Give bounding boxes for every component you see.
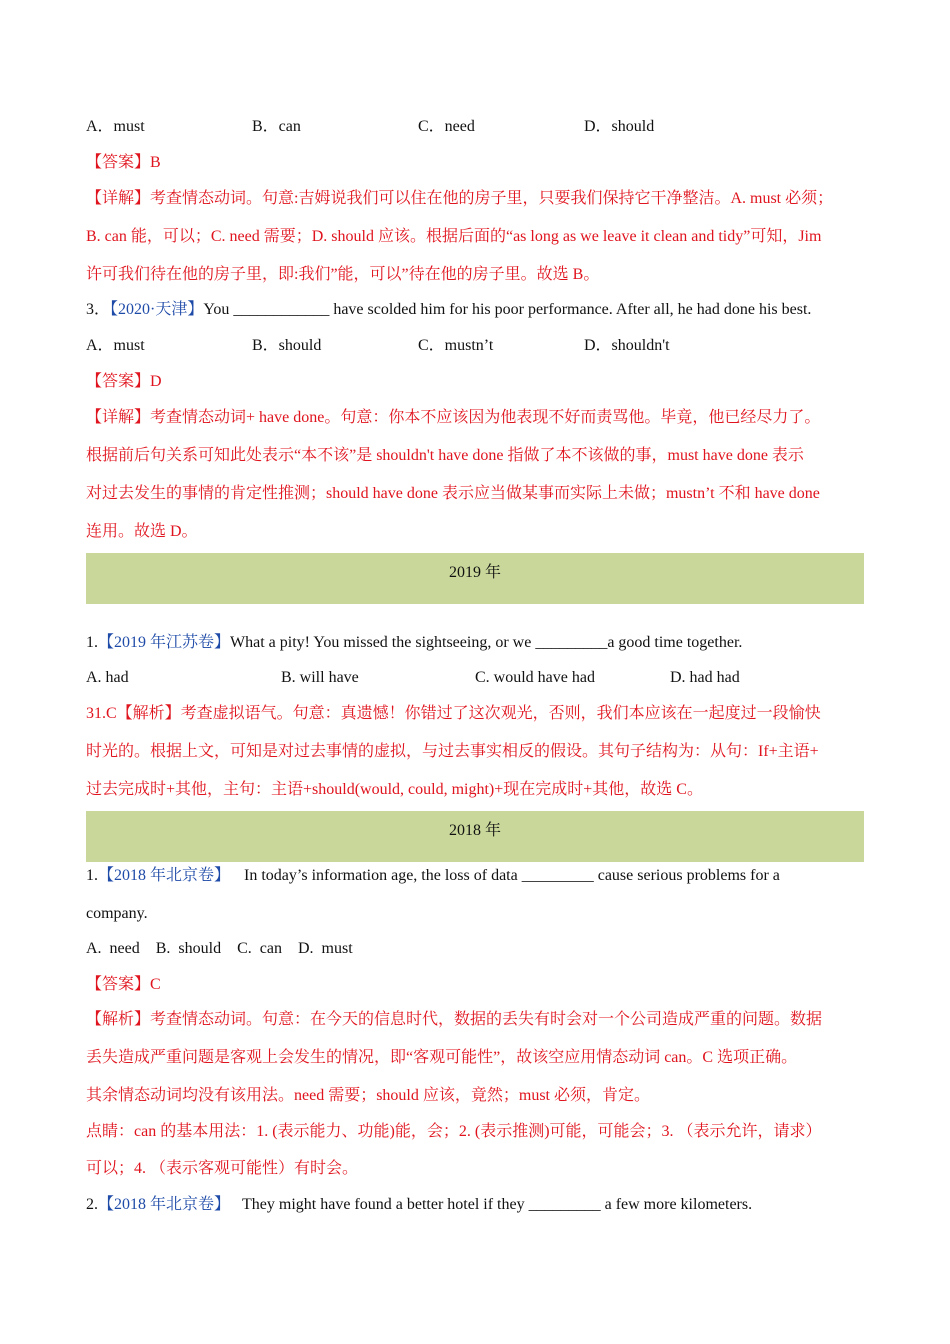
question-stem-continued: company. (86, 905, 148, 922)
option-b: B. will have (281, 669, 359, 686)
option-c: C．need (418, 118, 475, 135)
question-stem: What a pity! You missed the sightseeing, or we _________a good time together. (230, 634, 743, 651)
option-d: D．should (584, 118, 655, 135)
detail-line: 31.C【解析】考查虚拟语气。句意：真遗憾！你错过了这次观光，否则，我们本应该在一起度过一段愉快 (86, 705, 821, 722)
detail-line: 其余情态动词均没有该用法。need 需要；should 应该，竟然；must 必须，肯定。 (86, 1087, 650, 1104)
tip-line: 点睛：can 的基本用法：1. (表示能力、功能)能，会；2. (表示推测)可能，可能会；3. （表示允许，请求） (86, 1123, 822, 1140)
question-3 (86, 299, 811, 321)
question-source: 【2018 年北京卷】 (98, 1196, 231, 1213)
question-number: 1. (86, 634, 98, 651)
answer-line: 【答案】B (86, 154, 161, 171)
option-a: A．must (86, 337, 145, 354)
option-a: A. had (86, 669, 129, 686)
detail-line: 【详解】考查情态动词。句意:吉姆说我们可以住在他的房子里，只要我们保持它干净整洁。A. must 必须； (86, 190, 834, 207)
year-label: 2019 年 (448, 564, 501, 581)
question-stem: In today’s information age, the loss of data _________ cause serious problems for a (244, 867, 780, 884)
detail-line: 【解析】考查情态动词。句意：在今天的信息时代，数据的丢失有时会对一个公司造成严重的问题。数据 (86, 1011, 823, 1028)
detail-line: 连用。故选 D。 (86, 523, 198, 540)
question-number: 2. (86, 1196, 98, 1213)
answer-line: 【答案】D (86, 373, 162, 390)
tip-line: 可以；4. （表示客观可能性）有时会。 (86, 1160, 359, 1177)
option-b: B．should (252, 337, 322, 354)
detail-line: 根据前后句关系可知此处表示“本不该”是 shouldn't have done 指做了本不该做的事，must have done 表示 (86, 447, 804, 464)
question-source: 【2020·天津】 (110, 301, 204, 318)
question-2018-2 (86, 1194, 752, 1216)
question-number: 3． (86, 301, 111, 318)
detail-line: 时光的。根据上文，可知是对过去事情的虚拟，与过去事实相反的假设。其句子结构为：从句：If+主语+ (86, 743, 819, 760)
question-source: 【2018 年北京卷】 (98, 867, 231, 884)
question-number: 1. (86, 867, 98, 884)
question-2019-1 (86, 632, 742, 654)
option-c: C. would have had (475, 669, 595, 686)
detail-line: 丢失造成严重问题是客观上会发生的情况，即“客观可能性”，故该空应用情态动词 can。C 选项正确。 (86, 1049, 798, 1066)
question-stem: You ____________ have scolded him for his poor performance. After all, he had done his best. (203, 301, 812, 318)
question-2018-1 (86, 865, 780, 887)
year-label: 2018 年 (448, 822, 501, 839)
answer-line: 【答案】C (86, 976, 161, 993)
option-c: C．mustn’t (418, 337, 494, 354)
detail-line: 过去完成时+其他，主句：主语+should(would, could, might)+现在完成时+其他，故选 C。 (86, 781, 703, 798)
option-b: B．can (252, 118, 301, 135)
year-band-2018 (86, 811, 864, 862)
detail-line: 许可我们待在他的房子里，即:我们”能，可以”待在他的房子里。故选 B。 (86, 266, 600, 283)
detail-line: B. can 能，可以；C. need 需要；D. should 应该。根据后面的“as long as we leave it clean and tidy”可知，Jim (86, 228, 822, 245)
option-d: D. had had (670, 669, 740, 686)
option-d: D．shouldn't (584, 337, 670, 354)
detail-line: 对过去发生的事情的肯定性推测；should have done 表示应当做某事而实际上未做；mustn’t 不和 have done (86, 485, 820, 502)
option-a: A．must (86, 118, 145, 135)
question-source: 【2019 年江苏卷】 (98, 634, 231, 651)
question-stem: They might have found a better hotel if they _________ a few more kilometers. (242, 1196, 753, 1213)
year-band-2019 (86, 553, 864, 604)
detail-line: 【详解】考查情态动词+ have done。句意：你本不应该因为他表现不好而责骂他。毕竟，他已经尽力了。 (86, 409, 821, 426)
options-line: A. need B. should C. can D. must (86, 940, 353, 957)
